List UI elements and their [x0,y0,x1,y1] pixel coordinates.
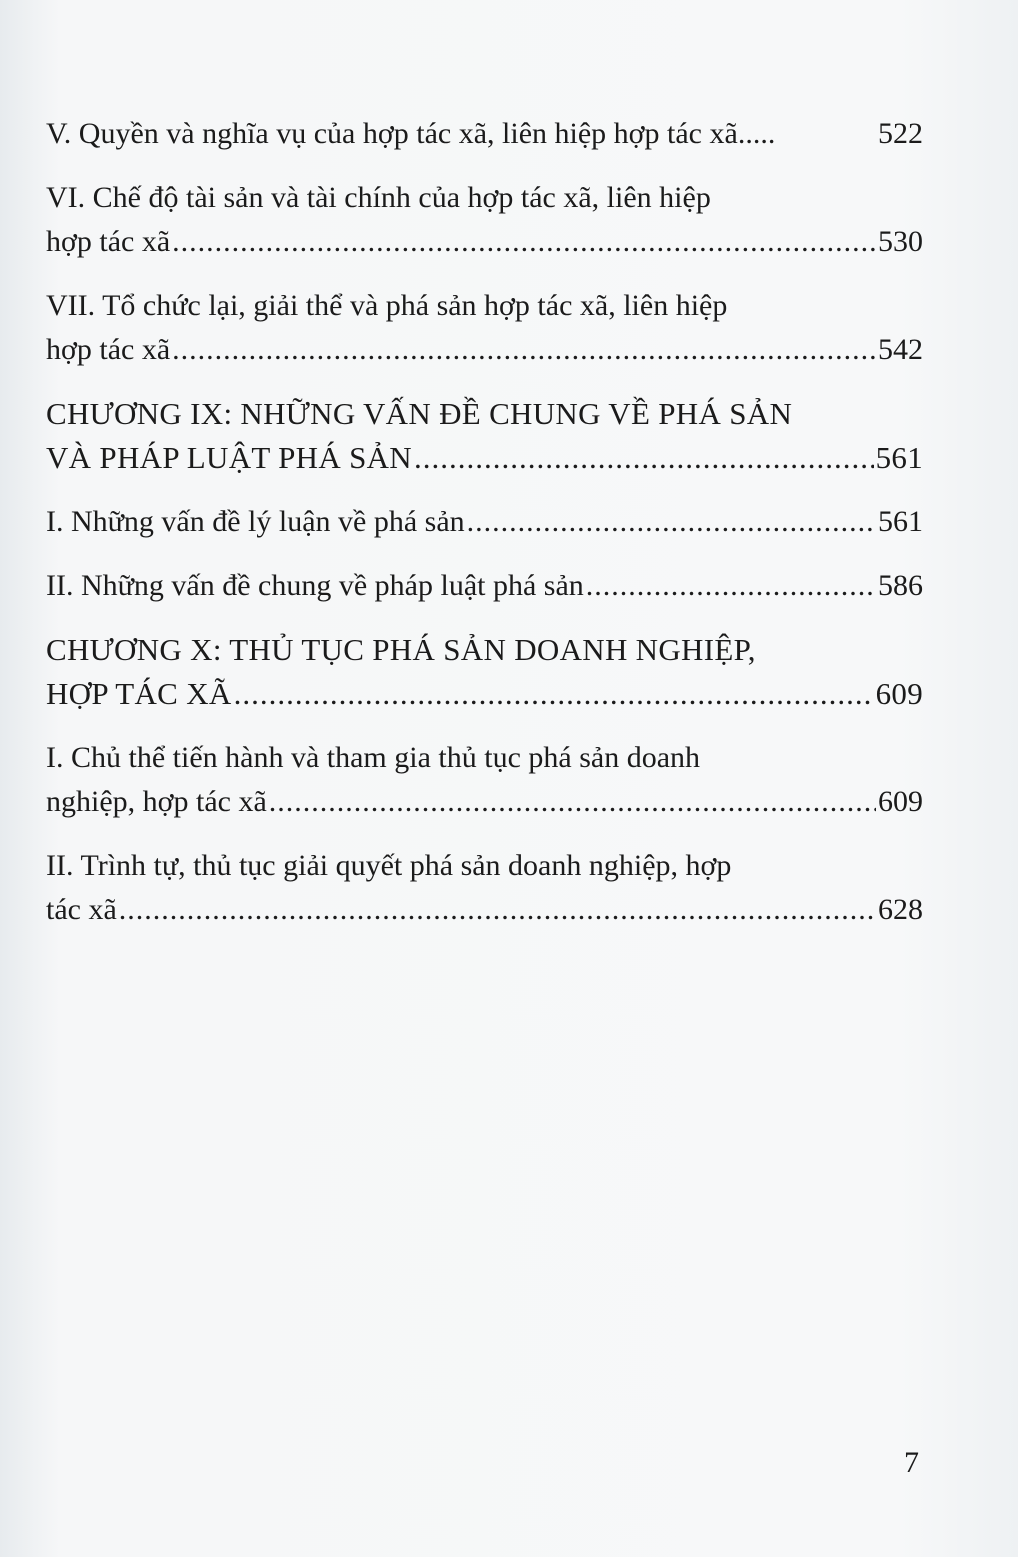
toc-entry-section-v [46,112,923,156]
toc-line [46,564,923,608]
page-number: 7 [904,1446,919,1479]
toc-chapter-title-cont: HỢP TÁC XÃ [46,676,232,711]
toc-line [46,436,923,480]
toc-entry-title: I. Chủ thể tiến hành và tham gia thủ tục phá sản doanh [46,741,701,774]
toc-page-number: 586 [878,569,923,602]
toc-chapter-title-cont: VÀ PHÁP LUẬT PHÁ SẢN [46,440,412,475]
toc-line [46,220,923,264]
toc-page-number: 609 [875,676,923,711]
toc-line [46,112,923,156]
toc-entry-chapter-ix [46,392,923,480]
toc-entry-section-vi [46,176,923,264]
toc-page-number: 522 [878,117,923,150]
toc-line [46,780,923,824]
toc-line [46,628,923,672]
toc-line [46,500,923,544]
toc-line [46,392,923,436]
toc-chapter-title: CHƯƠNG X: THỦ TỤC PHÁ SẢN DOANH NGHIỆP, [46,632,756,667]
toc-leader-dots [172,220,876,264]
toc-leader-dots [738,112,776,156]
toc-entry-title-cont: nghiệp, hợp tác xã [46,785,267,818]
toc-page-number: 542 [878,333,923,366]
toc-page-number: 561 [875,440,923,475]
toc-line [46,844,923,888]
toc-leader-dots [414,436,874,480]
toc-entry-section-i [46,500,923,544]
toc-entry-title: II. Trình tự, thủ tục giải quyết phá sản doanh nghiệp, hợp [46,849,732,882]
toc-page-number: 530 [878,225,923,258]
toc-leader-dots [586,564,876,608]
toc-page-number: 609 [878,785,923,818]
toc-leader-dots [269,780,876,824]
toc-page-number: 561 [878,505,923,538]
toc-entry-title: V. Quyền và nghĩa vụ của hợp tác xã, liên hiệp hợp tác xã [46,117,738,150]
toc-leader-dots [467,500,876,544]
table-of-contents [46,112,923,932]
toc-page-number: 628 [878,893,923,926]
toc-line [46,328,923,372]
toc-leader-dots [119,888,876,932]
toc-entry-title: VII. Tổ chức lại, giải thể và phá sản hợp tác xã, liên hiệp [46,289,728,322]
toc-entry-title-cont: tác xã [46,893,117,926]
toc-leader-dots [234,672,874,716]
toc-chapter-title: CHƯƠNG IX: NHỮNG VẤN ĐỀ CHUNG VỀ PHÁ SẢN [46,396,793,431]
toc-line [46,284,923,328]
toc-line [46,176,923,220]
toc-entry-title-cont: hợp tác xã [46,333,171,366]
toc-entry-section-vii [46,284,923,372]
toc-entry-title: I. Những vấn đề lý luận về phá sản [46,505,465,538]
toc-entry-title: VI. Chế độ tài sản và tài chính của hợp tác xã, liên hiệp [46,181,711,214]
toc-entry-title-cont: hợp tác xã [46,225,171,258]
toc-entry-title: II. Những vấn đề chung về pháp luật phá sản [46,569,584,602]
toc-entry-section-ii-chx [46,844,923,932]
toc-entry-chapter-x [46,628,923,716]
toc-line [46,672,923,716]
toc-leader-dots [172,328,876,372]
toc-entry-section-ii [46,564,923,608]
toc-line [46,888,923,932]
toc-line [46,736,923,780]
toc-entry-section-i-chx [46,736,923,824]
